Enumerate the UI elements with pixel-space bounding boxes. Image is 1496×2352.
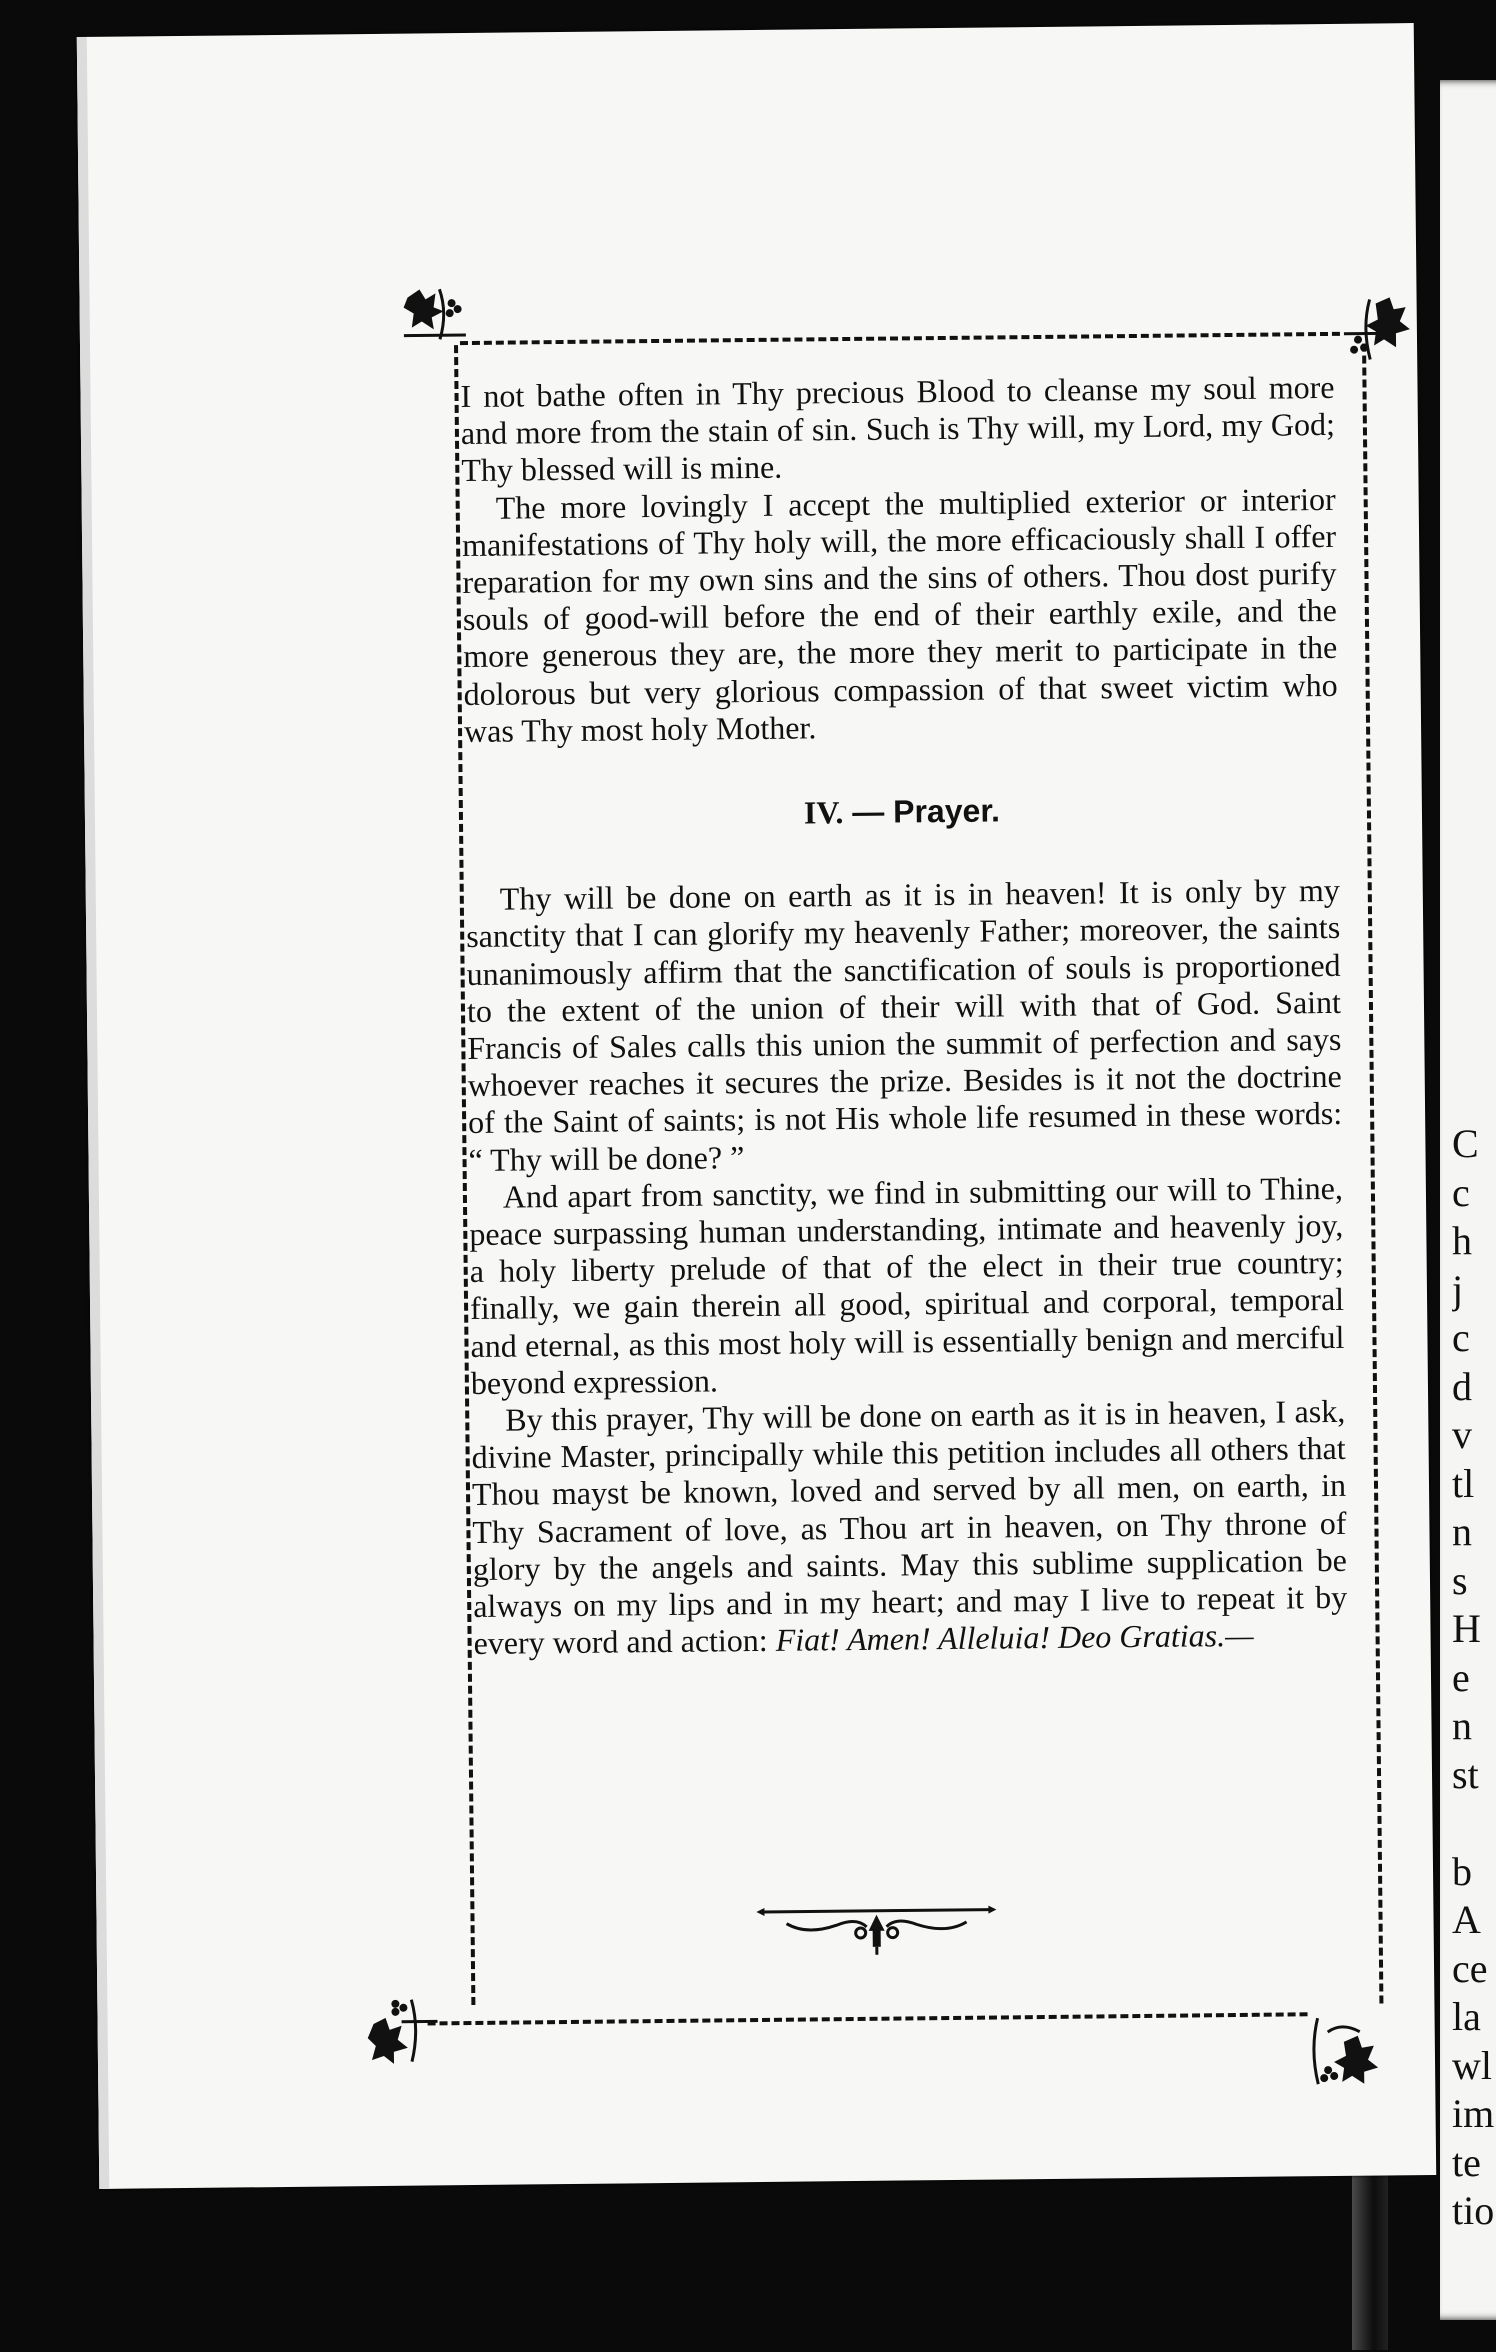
facing-page-fragment: tl [1452, 1460, 1475, 1506]
facing-page-fragment: s [1452, 1557, 1468, 1603]
facing-page-fragment: A [1452, 1897, 1481, 1942]
tailpiece-ornament-icon [756, 1900, 997, 1959]
closing-italic-text: Fiat! Amen! Alleluia! Deo Gratias.— [775, 1617, 1254, 1659]
page-edge [77, 37, 110, 2189]
facing-page-text [1452, 1120, 1496, 2236]
facing-page-gap [1452, 1799, 1496, 1848]
paragraph [471, 1393, 1348, 1663]
facing-page-fragment: st [1452, 1751, 1479, 1797]
continuation-paragraph: I not bathe often in Thy precious Blood to cleanse my soul more and more from the stain of sin. Such is Thy will, my Lord, my God; Thy blessed will is mine. [460, 368, 1336, 489]
facing-page-fragment: H [1452, 1606, 1481, 1651]
facing-page-fragment: j [1452, 1266, 1464, 1312]
facing-page-fragment: C [1452, 1121, 1479, 1166]
section-number: IV. [803, 794, 844, 831]
facing-page-fragment: b [1452, 1848, 1472, 1894]
section-title: Prayer. [892, 792, 1001, 830]
section-dash: — [852, 793, 885, 831]
paragraph: Thy will be done on earth as it is in heaven! It is only by my sanctity that I can glorify my heavenly Father; moreover, the saints unanimously affirm that the sanctification of souls is proportioned to the extent of the union of their will with that of God. Saint Francis of Sales calls this union the summit of perfection and says whoever reaches it secures the prize. Besides is it not the doctrine of the Saint of saints; is not His whole life resumed in these words: “ Thy will be done? ” [466, 872, 1343, 1178]
paragraph: And apart from sanctity, we find in submitting our will to Thine, peace surpassing human understanding, intimate and heavenly joy, a holy liberty prelude of that of the elect in their true country; finally, we gain therein all good, spiritual and corporal, temporal and eternal, as this most holy will is essentially benign and merciful beyond expression. [469, 1169, 1345, 1401]
frame-right-border [1362, 344, 1383, 2004]
facing-page-fragment: te [1452, 2139, 1481, 2185]
corner-leaf-ornament-icon [399, 283, 472, 356]
paragraph-text: By this prayer, Thy will be done on earth as it is in heaven, I ask, divine Master, principally while this petition includes all others that Thou mayst be known, loved and served by all men, on earth, in Thy Sacrament of love, as Thou art in heaven, on Thy throne of glory by the angels and saints. May this sublime supplication be always on my lips and in my heart; and may I live to repeat it by every word and action: [471, 1392, 1348, 1662]
facing-page-fragment: wl [1452, 2042, 1492, 2088]
paragraph: The more lovingly I accept the multiplied exterior or interior manifestations of Thy holy will, the more efficaciously shall I offer reparation for my own sins and the sins of others. Thou dost purify souls of good-will before the end of their earthly exile, and the more generous they are, the more they merit to participate in the dolorous but very glorious compassion of that sweet victim who was Thy most holy Mother. [461, 480, 1338, 749]
facing-page-fragment: c [1452, 1315, 1470, 1360]
facing-page-fragment: tio [1452, 2188, 1495, 2233]
facing-page-fragment: e [1452, 1654, 1470, 1700]
facing-page-fragment: h [1452, 1218, 1472, 1263]
corner-leaf-ornament-icon [1342, 293, 1415, 366]
facing-page-fragment: n [1452, 1703, 1472, 1748]
page-body [460, 369, 1347, 1663]
frame-top-border [460, 332, 1340, 345]
facing-page-fragment: v [1452, 1412, 1472, 1457]
facing-page-fragment: d [1452, 1363, 1472, 1409]
facing-page-fragment: la [1452, 1994, 1481, 2039]
facing-page-fragment: c [1452, 1169, 1470, 1215]
facing-page-fragment: n [1452, 1509, 1472, 1554]
corner-leaf-ornament-icon [365, 1993, 438, 2066]
section-heading [465, 789, 1339, 835]
book-page [77, 23, 1436, 2189]
corner-leaf-ornament-icon [1308, 2014, 1381, 2087]
facing-page-fragment: ce [1452, 1945, 1488, 1991]
facing-page-fragment: im [1452, 2091, 1495, 2136]
frame-bottom-border [428, 2012, 1308, 2025]
